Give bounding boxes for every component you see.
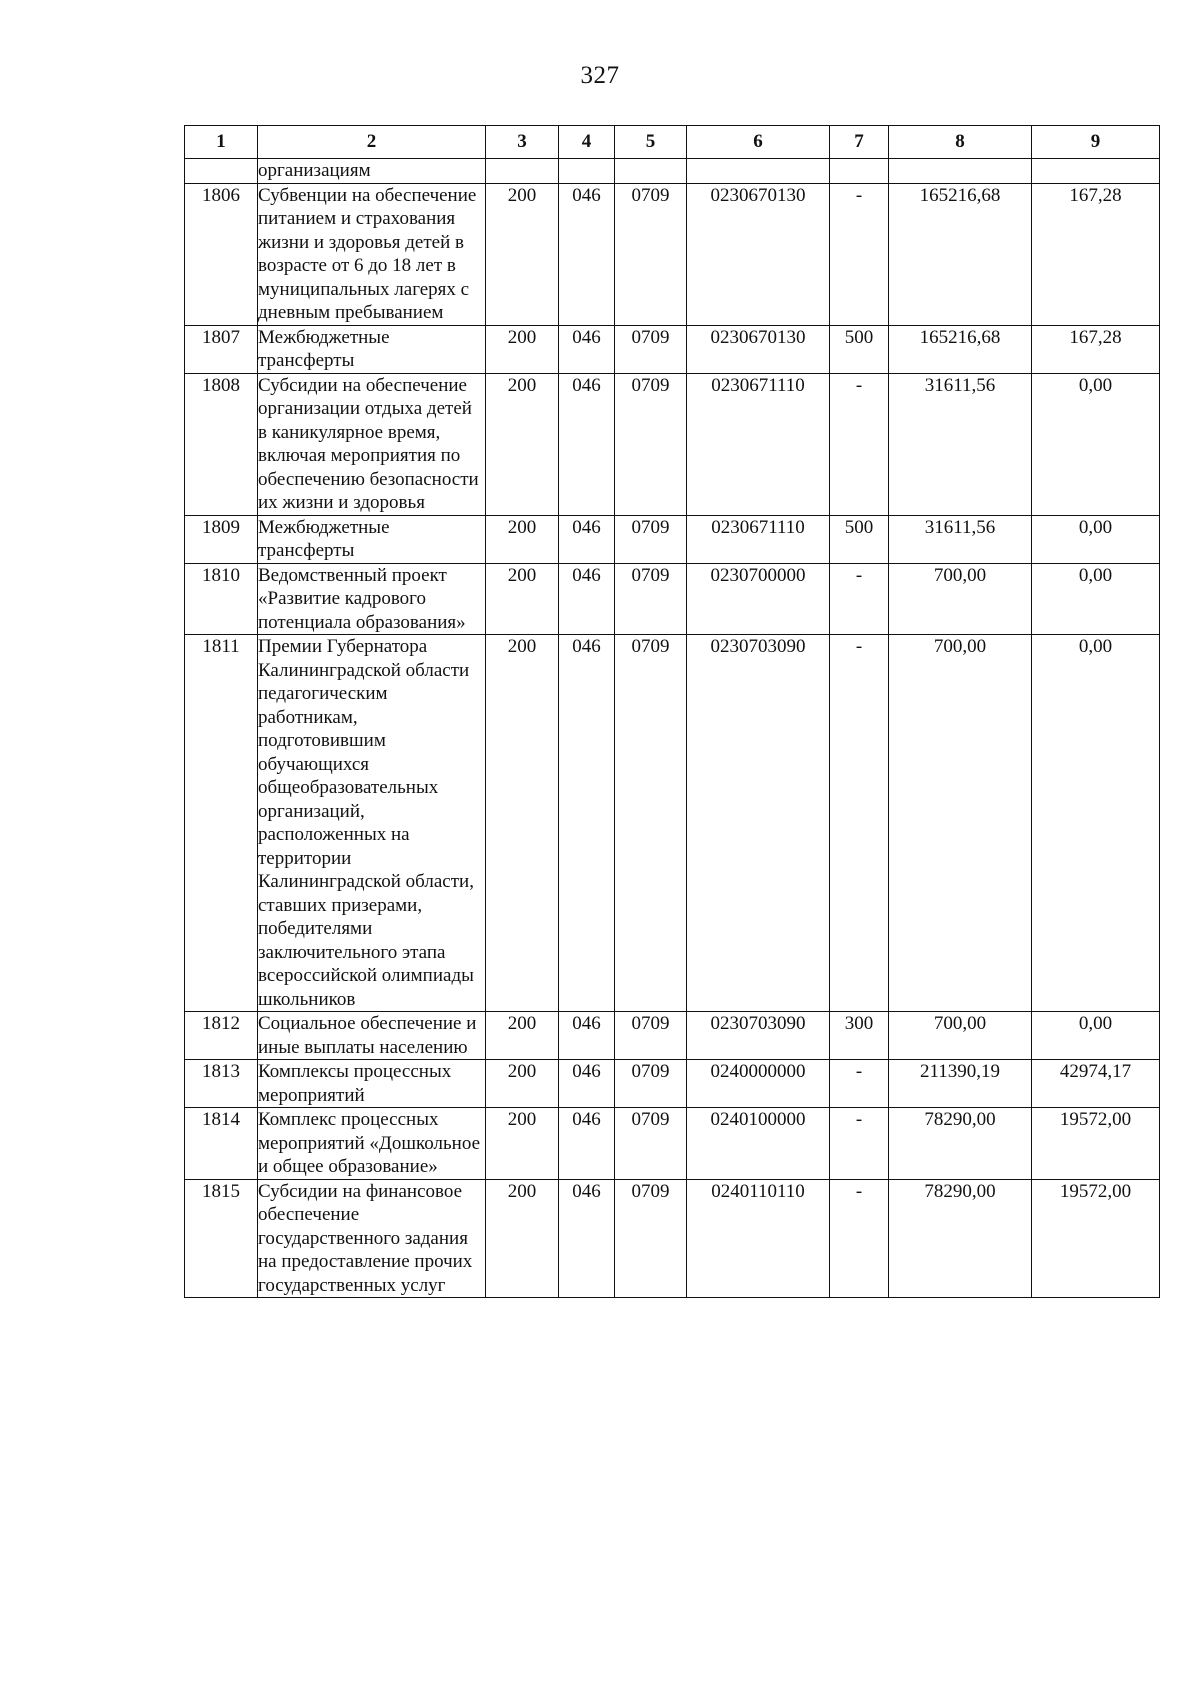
col9-amount: 167,28 bbox=[1032, 325, 1160, 373]
header-cell: 9 bbox=[1032, 126, 1160, 159]
header-cell: 7 bbox=[830, 126, 889, 159]
col7-code: 500 bbox=[830, 325, 889, 373]
table-row bbox=[185, 325, 1160, 373]
row-description: Субсидии на обеспечение организации отдыха детей в каникулярное время, включая мероприятия по обеспечению безопасности их жизни и здоровья bbox=[258, 373, 486, 515]
table-row bbox=[185, 373, 1160, 515]
col8-amount: 78290,00 bbox=[889, 1179, 1032, 1298]
row-number: 1807 bbox=[185, 325, 258, 373]
col4-code: 046 bbox=[559, 373, 615, 515]
header-cell: 3 bbox=[486, 126, 559, 159]
col8-amount: 700,00 bbox=[889, 1012, 1032, 1060]
col5-code: 0709 bbox=[615, 563, 687, 635]
col8-amount bbox=[889, 159, 1032, 184]
col8-amount: 31611,56 bbox=[889, 373, 1032, 515]
col8-amount: 78290,00 bbox=[889, 1108, 1032, 1180]
row-number: 1811 bbox=[185, 635, 258, 1012]
row-number: 1808 bbox=[185, 373, 258, 515]
col3-code: 200 bbox=[486, 1060, 559, 1108]
col9-amount: 167,28 bbox=[1032, 183, 1160, 325]
col5-code: 0709 bbox=[615, 1012, 687, 1060]
col6-code: 0230703090 bbox=[687, 635, 830, 1012]
col3-code: 200 bbox=[486, 183, 559, 325]
col8-amount: 165216,68 bbox=[889, 183, 1032, 325]
header-cell: 1 bbox=[185, 126, 258, 159]
header-cell: 8 bbox=[889, 126, 1032, 159]
col9-amount: 19572,00 bbox=[1032, 1108, 1160, 1180]
col8-amount: 700,00 bbox=[889, 635, 1032, 1012]
col7-code: - bbox=[830, 373, 889, 515]
col6-code: 0230703090 bbox=[687, 1012, 830, 1060]
page-number: 327 bbox=[580, 62, 620, 89]
row-number: 1815 bbox=[185, 1179, 258, 1298]
col6-code: 0240000000 bbox=[687, 1060, 830, 1108]
col4-code: 046 bbox=[559, 1108, 615, 1180]
col3-code: 200 bbox=[486, 635, 559, 1012]
row-number: 1806 bbox=[185, 183, 258, 325]
row-description: Комплексы процессных мероприятий bbox=[258, 1060, 486, 1108]
col9-amount: 0,00 bbox=[1032, 1012, 1160, 1060]
col4-code: 046 bbox=[559, 1179, 615, 1298]
col5-code: 0709 bbox=[615, 515, 687, 563]
table-row bbox=[185, 635, 1160, 1012]
header-cell: 4 bbox=[559, 126, 615, 159]
col5-code: 0709 bbox=[615, 325, 687, 373]
header-cell: 5 bbox=[615, 126, 687, 159]
table-row bbox=[185, 183, 1160, 325]
row-description: Комплекс процессных мероприятий «Дошкольное и общее образование» bbox=[258, 1108, 486, 1180]
row-description: Премии Губернатора Калининградской области педагогическим работникам, подготовившим обучающихся общеобразовательных организаций, расположенных на территории Калининградской области, ставших призерами, победителями заключительного этапа всероссийской олимпиады школьников bbox=[258, 635, 486, 1012]
col6-code: 0240100000 bbox=[687, 1108, 830, 1180]
col4-code: 046 bbox=[559, 563, 615, 635]
col9-amount: 0,00 bbox=[1032, 635, 1160, 1012]
col5-code: 0709 bbox=[615, 373, 687, 515]
row-description: Социальное обеспечение и иные выплаты населению bbox=[258, 1012, 486, 1060]
col9-amount: 42974,17 bbox=[1032, 1060, 1160, 1108]
col8-amount: 31611,56 bbox=[889, 515, 1032, 563]
table-row bbox=[185, 1060, 1160, 1108]
col9-amount: 0,00 bbox=[1032, 373, 1160, 515]
col3-code: 200 bbox=[486, 515, 559, 563]
table-row bbox=[185, 1179, 1160, 1298]
col5-code: 0709 bbox=[615, 1060, 687, 1108]
col4-code: 046 bbox=[559, 183, 615, 325]
col7-code: 300 bbox=[830, 1012, 889, 1060]
col3-code: 200 bbox=[486, 325, 559, 373]
col9-amount: 0,00 bbox=[1032, 515, 1160, 563]
row-description: Ведомственный проект «Развитие кадрового потенциала образования» bbox=[258, 563, 486, 635]
col6-code: 0230670130 bbox=[687, 183, 830, 325]
col6-code: 0230700000 bbox=[687, 563, 830, 635]
budget-table bbox=[184, 125, 1160, 1298]
col5-code: 0709 bbox=[615, 1108, 687, 1180]
col4-code bbox=[559, 159, 615, 184]
col5-code: 0709 bbox=[615, 1179, 687, 1298]
row-description: Субсидии на финансовое обеспечение государственного задания на предоставление прочих государственных услуг bbox=[258, 1179, 486, 1298]
col7-code: - bbox=[830, 563, 889, 635]
row-description: Субвенции на обеспечение питанием и страхования жизни и здоровья детей в возрасте от 6 до 18 лет в муниципальных лагерях с дневным пребыванием bbox=[258, 183, 486, 325]
col9-amount: 19572,00 bbox=[1032, 1179, 1160, 1298]
col4-code: 046 bbox=[559, 515, 615, 563]
col8-amount: 700,00 bbox=[889, 563, 1032, 635]
col9-amount: 0,00 bbox=[1032, 563, 1160, 635]
row-description: организациям bbox=[258, 159, 486, 184]
row-description: Межбюджетные трансферты bbox=[258, 515, 486, 563]
table-row bbox=[185, 515, 1160, 563]
col6-code: 0240110110 bbox=[687, 1179, 830, 1298]
col6-code: 0230671110 bbox=[687, 373, 830, 515]
col3-code: 200 bbox=[486, 563, 559, 635]
col8-amount: 211390,19 bbox=[889, 1060, 1032, 1108]
col6-code: 0230670130 bbox=[687, 325, 830, 373]
col4-code: 046 bbox=[559, 325, 615, 373]
table-row bbox=[185, 1012, 1160, 1060]
col3-code bbox=[486, 159, 559, 184]
row-number: 1812 bbox=[185, 1012, 258, 1060]
col7-code: - bbox=[830, 1108, 889, 1180]
col3-code: 200 bbox=[486, 1012, 559, 1060]
header-row bbox=[185, 126, 1160, 159]
col3-code: 200 bbox=[486, 1108, 559, 1180]
row-number: 1809 bbox=[185, 515, 258, 563]
row-number: 1814 bbox=[185, 1108, 258, 1180]
row-number bbox=[185, 159, 258, 184]
col7-code: - bbox=[830, 1060, 889, 1108]
col6-code bbox=[687, 159, 830, 184]
col7-code: - bbox=[830, 635, 889, 1012]
col3-code: 200 bbox=[486, 373, 559, 515]
header-cell: 2 bbox=[258, 126, 486, 159]
col4-code: 046 bbox=[559, 1012, 615, 1060]
table-row bbox=[185, 1108, 1160, 1180]
header-cell: 6 bbox=[687, 126, 830, 159]
col6-code: 0230671110 bbox=[687, 515, 830, 563]
row-description: Межбюджетные трансферты bbox=[258, 325, 486, 373]
col7-code: - bbox=[830, 183, 889, 325]
col3-code: 200 bbox=[486, 1179, 559, 1298]
col5-code: 0709 bbox=[615, 635, 687, 1012]
col5-code: 0709 bbox=[615, 183, 687, 325]
row-number: 1813 bbox=[185, 1060, 258, 1108]
col7-code bbox=[830, 159, 889, 184]
col8-amount: 165216,68 bbox=[889, 325, 1032, 373]
col7-code: 500 bbox=[830, 515, 889, 563]
col9-amount bbox=[1032, 159, 1160, 184]
col5-code bbox=[615, 159, 687, 184]
row-number: 1810 bbox=[185, 563, 258, 635]
col7-code: - bbox=[830, 1179, 889, 1298]
col4-code: 046 bbox=[559, 1060, 615, 1108]
table-row bbox=[185, 563, 1160, 635]
table-row bbox=[185, 159, 1160, 184]
col4-code: 046 bbox=[559, 635, 615, 1012]
